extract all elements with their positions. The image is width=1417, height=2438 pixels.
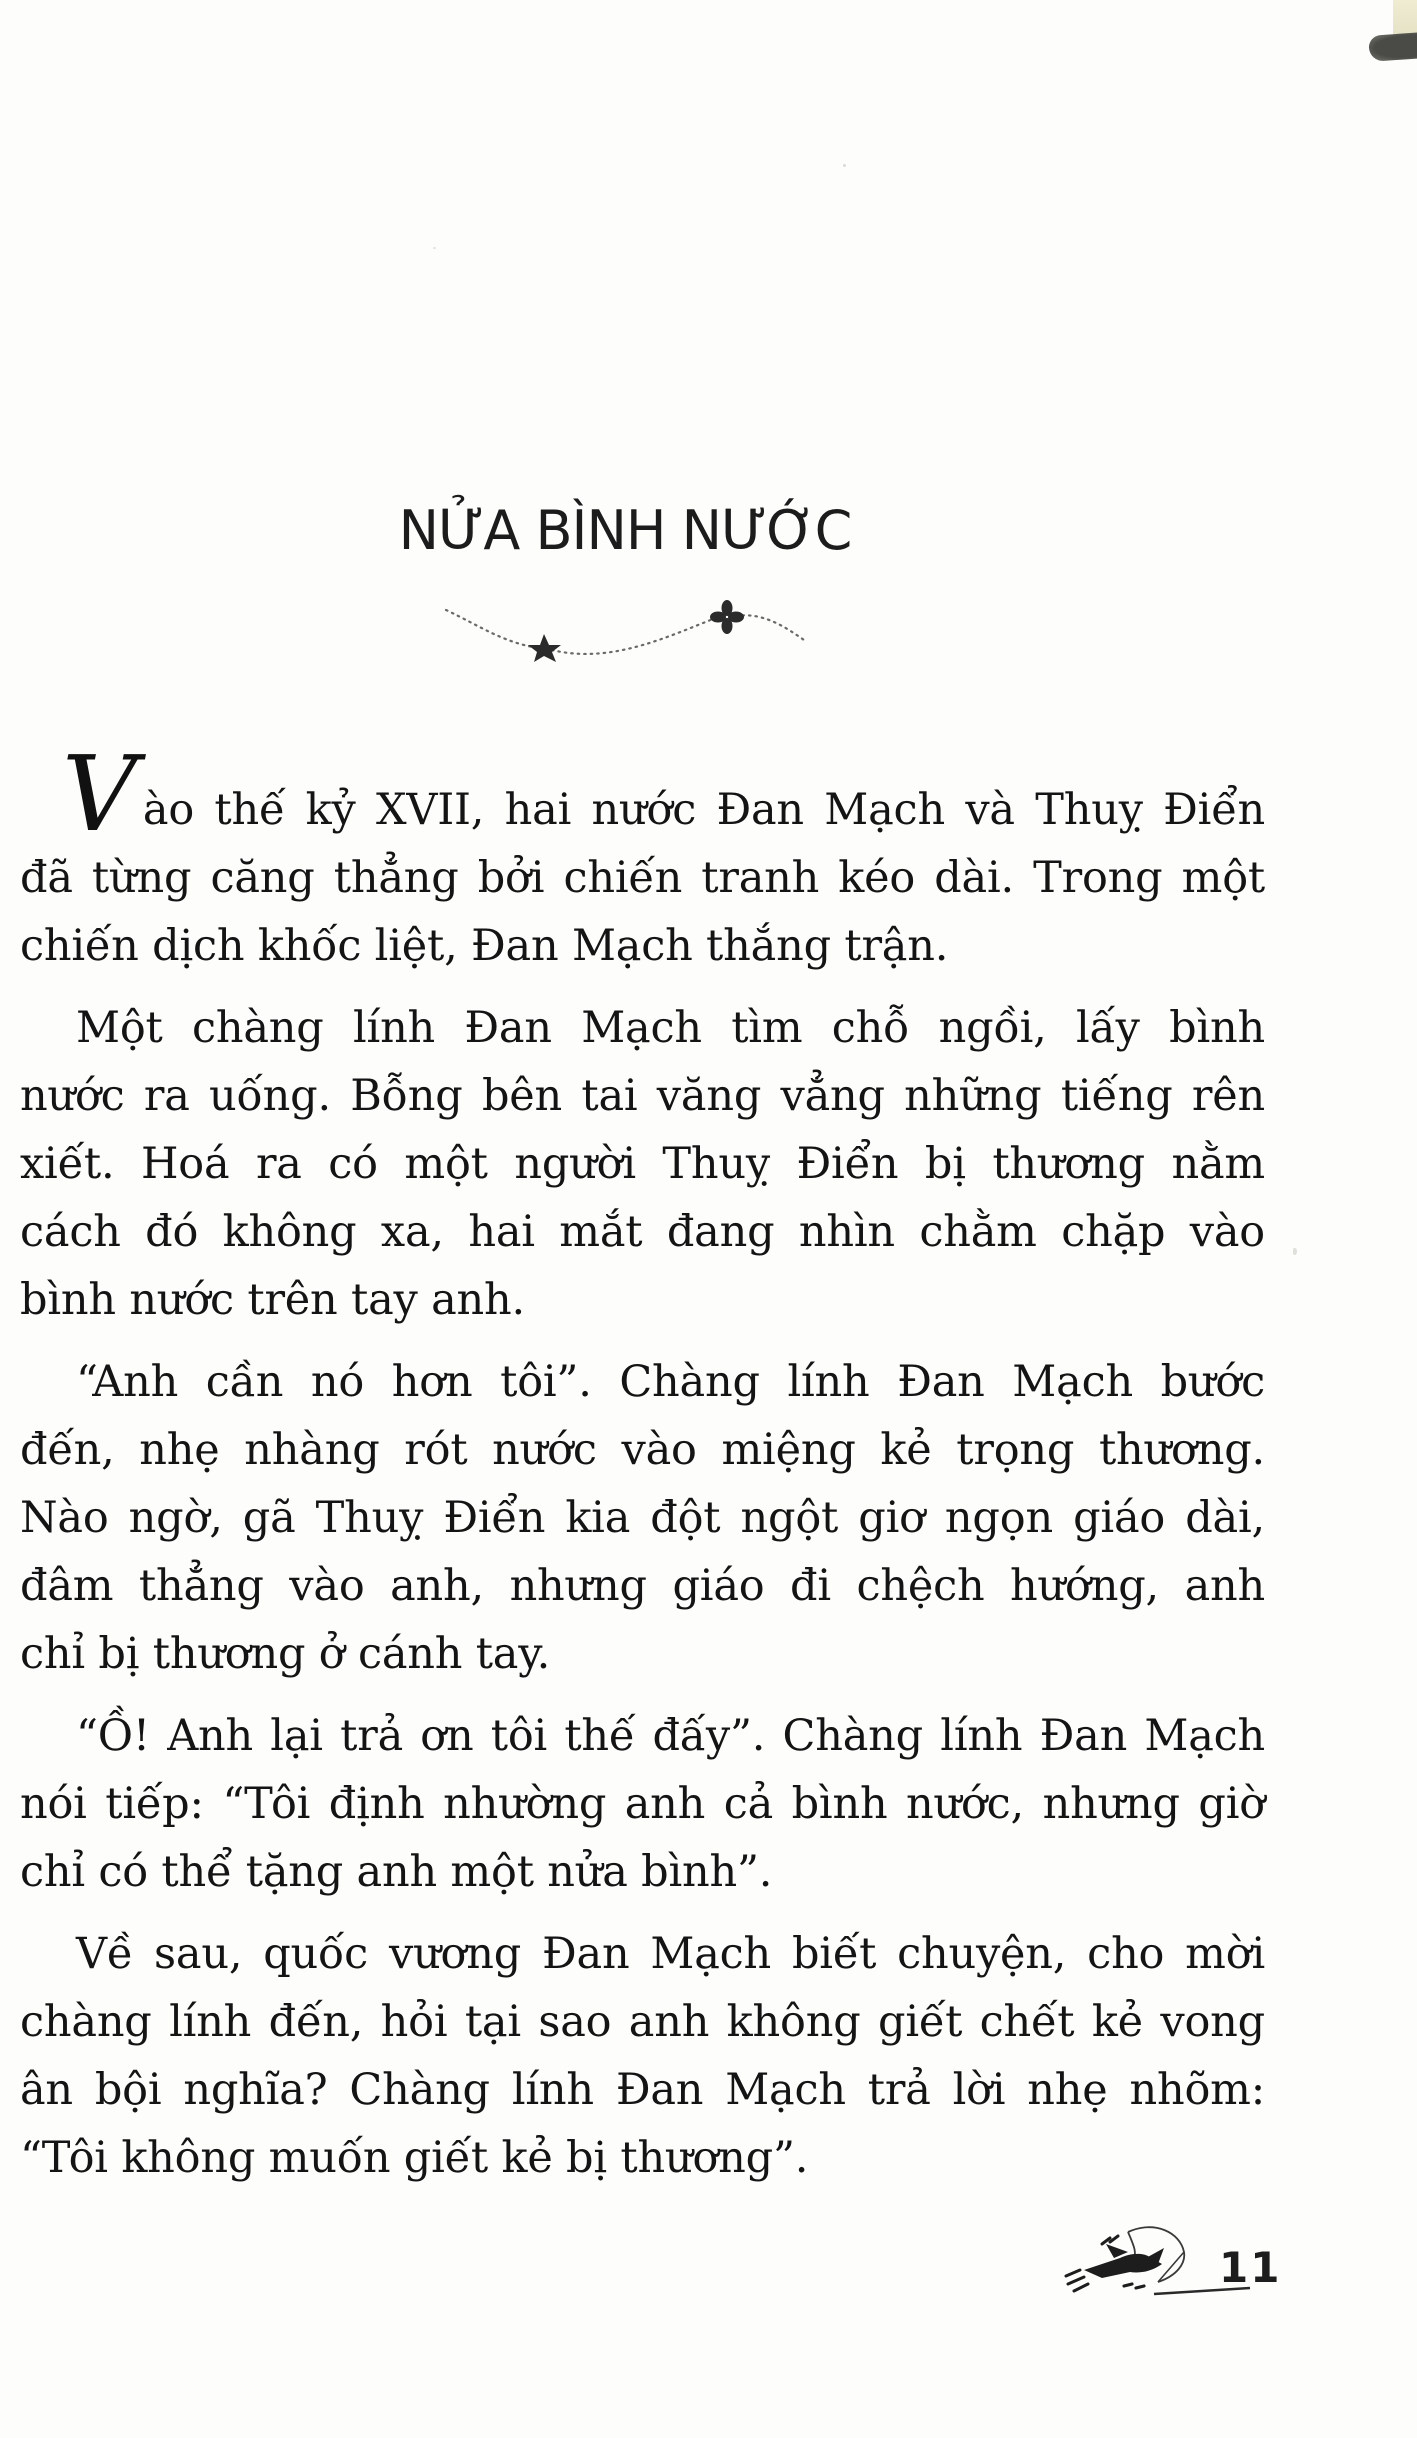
- text-line: chỉ bị thương ở cánh tay.: [20, 1629, 551, 1679]
- title-flourish-ornament: [0, 600, 1250, 666]
- paragraph: [20, 1702, 1265, 1906]
- text-line: Vào thế kỷ XVII, hai nước Đan Mạch và Thuỵ Điển: [62, 733, 1265, 855]
- text-line: nước ra uống. Bỗng bên tai văng vẳng những tiếng rên: [20, 1071, 1265, 1121]
- text-line: chỉ có thể tặng anh một nửa bình”.: [20, 1847, 773, 1897]
- flourish-icon: [440, 600, 810, 662]
- text-line: chàng lính đến, hỏi tại sao anh không giết chết kẻ vong: [20, 1997, 1265, 2047]
- text-line: cách đó không xa, hai mắt đang nhìn chằm chặp vào: [20, 1207, 1265, 1257]
- text-line: đâm thẳng vào anh, nhưng giáo đi chệch hướng, anh: [20, 1561, 1265, 1611]
- text-line: Về sau, quốc vương Đan Mạch biết chuyện, cho mời: [76, 1929, 1265, 1979]
- text-line: đến, nhẹ nhàng rót nước vào miệng kẻ trọng thương.: [20, 1425, 1265, 1475]
- text-line: đã từng căng thẳng bởi chiến tranh kéo dài. Trong một: [20, 853, 1265, 903]
- four-petal-flower-icon: [710, 600, 744, 634]
- text-line: bình nước trên tay anh.: [20, 1275, 525, 1325]
- scan-speckle: [1293, 1248, 1297, 1255]
- paragraph: [20, 994, 1265, 1334]
- story-text: [20, 733, 1265, 2192]
- text-line: xiết. Hoá ra có một người Thuỵ Điển bị thương nằm: [20, 1139, 1265, 1189]
- text-line: “Tôi không muốn giết kẻ bị thương”.: [20, 2133, 809, 2183]
- text-line: “Ồ! Anh lại trả ơn tôi thế đấy”. Chàng lính Đan Mạch: [76, 1711, 1265, 1761]
- scan-speckle: [843, 164, 846, 167]
- page-title: NỬA BÌNH NƯỚC: [398, 499, 852, 562]
- paragraph: [20, 1920, 1265, 2192]
- title-block: [0, 496, 1250, 566]
- scan-artifact-dark-mark: [1368, 32, 1417, 62]
- text-line: Một chàng lính Đan Mạch tìm chỗ ngồi, lấy bình: [76, 1003, 1265, 1053]
- text-line: Nào ngờ, gã Thuỵ Điển kia đột ngột giơ ngọn giáo dài,: [20, 1493, 1265, 1543]
- paragraph: [20, 733, 1265, 980]
- scan-speckle: [433, 247, 436, 249]
- paragraph: [20, 1348, 1265, 1688]
- scan-artifact-corner: [1371, 0, 1417, 72]
- page-number: 11: [1219, 2243, 1282, 2292]
- text-line: “Anh cần nó hơn tôi”. Chàng lính Đan Mạch bước: [76, 1357, 1265, 1407]
- text-line: chiến dịch khốc liệt, Đan Mạch thắng trận.: [20, 921, 949, 971]
- star-flower-icon: [528, 634, 561, 662]
- text-line: nói tiếp: “Tôi định nhường anh cả bình nước, nhưng giờ: [20, 1779, 1265, 1829]
- text-line: ân bội nghĩa? Chàng lính Đan Mạch trả lời nhẹ nhõm:: [20, 2065, 1265, 2115]
